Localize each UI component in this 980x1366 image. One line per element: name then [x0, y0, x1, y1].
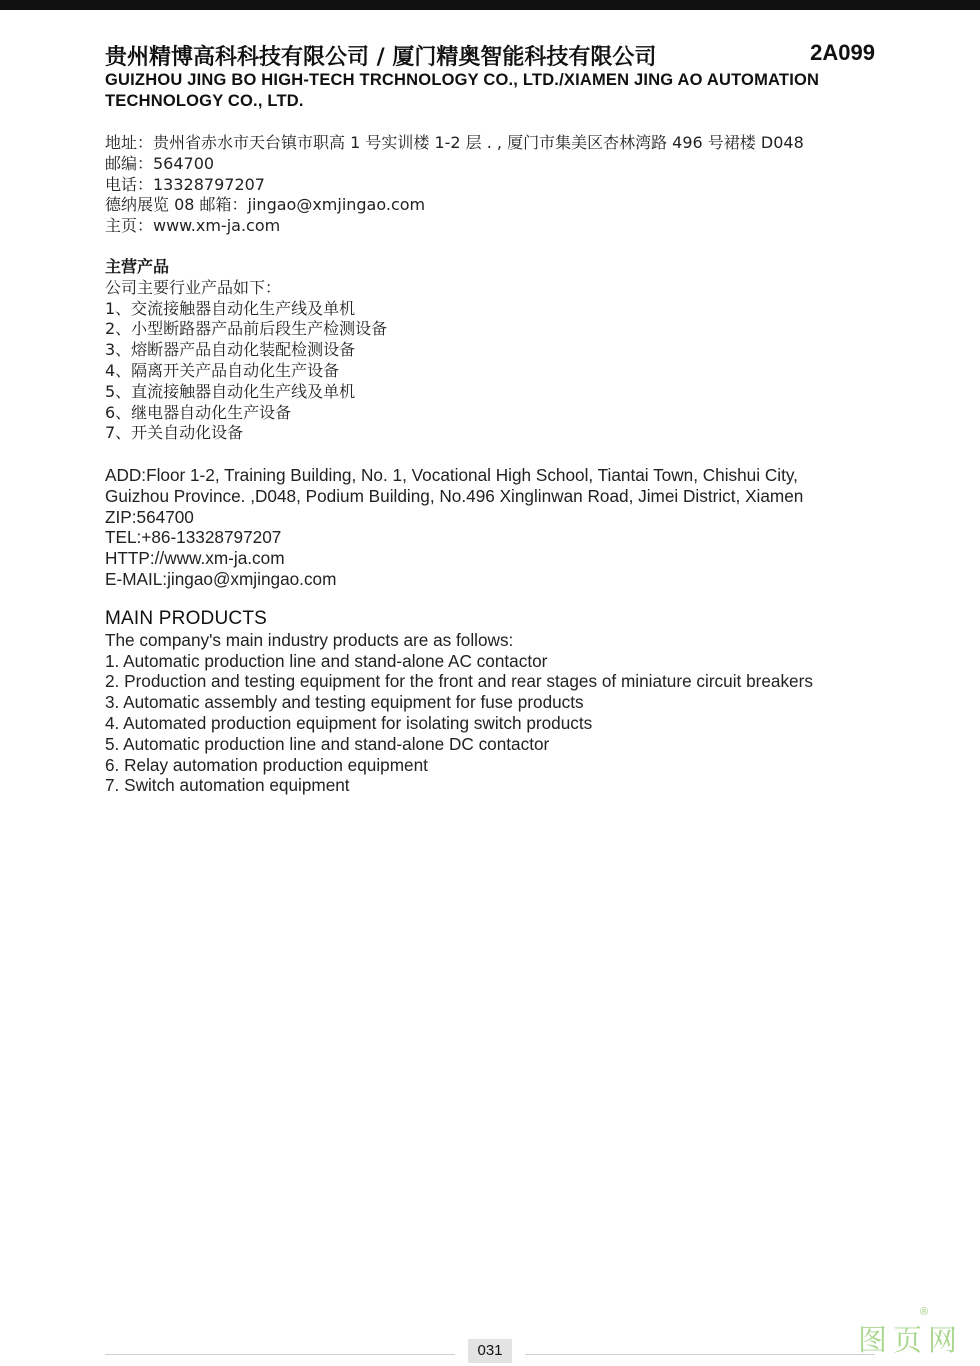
list-item: 6. Relay automation production equipment	[105, 754, 428, 775]
top-rule	[0, 0, 980, 10]
products-intro-en: The company's main industry products are as follows:	[105, 629, 514, 650]
company-title-en-line2: TECHNOLOGY CO., LTD.	[105, 92, 304, 110]
watermark-logo: 图页网	[858, 1323, 964, 1357]
footer-rule-right	[525, 1354, 875, 1355]
list-item: 6、继电器自动化生产设备	[105, 402, 292, 422]
page-header	[105, 40, 875, 112]
contact-cn	[105, 133, 895, 237]
list-item: 2. Production and testing equipment for the front and rear stages of miniature circuit breakers	[105, 671, 813, 692]
list-item: 4、隔离开关产品自动化生产设备	[105, 360, 340, 380]
page-number: 031	[468, 1339, 512, 1363]
products-title-en: MAIN PRODUCTS	[105, 608, 267, 629]
address-en-line1: ADD:Floor 1-2, Training Building, No. 1, Vocational High School, Tiantai Town, Chishui City,	[105, 465, 798, 485]
products-en	[105, 609, 895, 796]
list-item: 4. Automated production equipment for isolating switch products	[105, 712, 593, 733]
list-item: 5. Automatic production line and stand-alone DC contactor	[105, 733, 550, 754]
list-item: 2、小型断路器产品前后段生产检测设备	[105, 319, 388, 339]
phone-en: TEL:+86-13328797207	[105, 527, 282, 548]
list-item: 7、开关自动化设备	[105, 423, 244, 443]
address-cn: 地址：贵州省赤水市天台镇市职高 1 号实训楼 1-2 层 . , 厦门市集美区杏林湾路 496 号裙楼 D048	[105, 133, 804, 152]
company-title-cn: 贵州精博高科科技有限公司 / 厦门精奥智能科技有限公司	[105, 45, 657, 70]
homepage-cn: 主页：www.xm-ja.com	[105, 216, 281, 236]
company-title-en-line1: GUIZHOU JING BO HIGH-TECH TRCHNOLOGY CO., LTD./XIAMEN JING AO AUTOMATION	[105, 71, 820, 89]
contact-en	[105, 465, 895, 590]
email-cn: 德纳展览 08 邮箱：jingao@xmjingao.com	[105, 195, 426, 215]
products-title-cn: 主营产品	[105, 257, 170, 276]
products-intro-cn: 公司主要行业产品如下：	[105, 277, 282, 297]
products-cn	[105, 257, 895, 444]
catalog-code: 2A099	[810, 40, 875, 65]
zip-en: ZIP:564700	[105, 506, 194, 527]
list-item: 1. Automatic production line and stand-alone AC contactor	[105, 650, 548, 671]
list-item: 3. Automatic assembly and testing equipment for fuse products	[105, 692, 584, 713]
phone-cn: 电话：13328797207	[105, 174, 265, 194]
email-en: E-MAIL:jingao@xmjingao.com	[105, 568, 337, 589]
list-item: 7. Switch automation equipment	[105, 775, 350, 796]
list-item: 5、直流接触器自动化生产线及单机	[105, 381, 356, 401]
zip-cn: 邮编：564700	[105, 153, 215, 173]
footer-rule-left	[105, 1354, 455, 1355]
address-en-line2: Guizhou Province. ,D048, Podium Building, No.496 Xinglinwan Road, Jimei District, Xiamen	[105, 485, 804, 506]
list-item: 1、交流接触器自动化生产线及单机	[105, 298, 356, 318]
homepage-en: HTTP://www.xm-ja.com	[105, 548, 285, 569]
list-item: 3、熔断器产品自动化装配检测设备	[105, 340, 356, 360]
registered-mark: ®	[920, 1306, 929, 1318]
